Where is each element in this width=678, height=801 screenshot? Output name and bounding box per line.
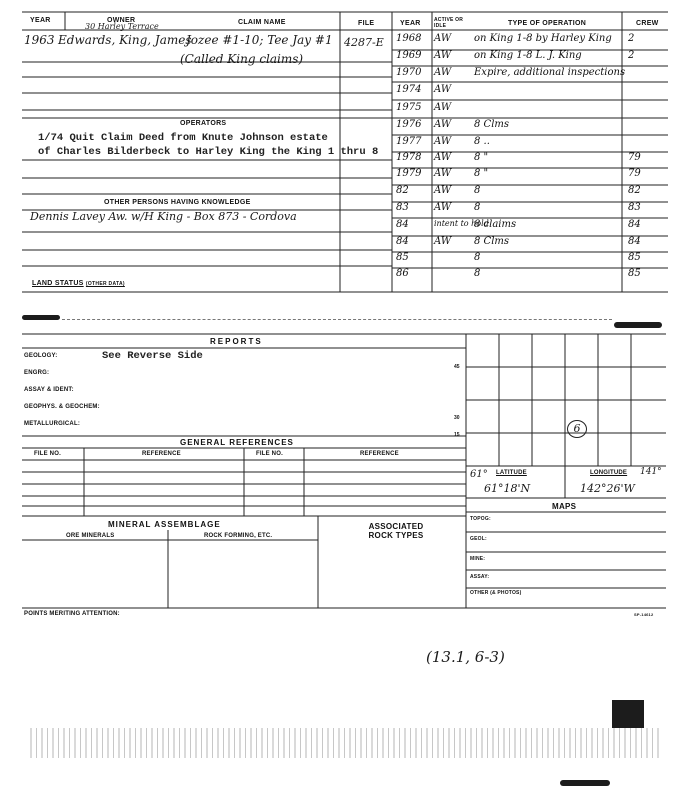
header-claim-name: CLAIM NAME [238, 19, 286, 26]
operation-text: on King 1-8 L. J. King [474, 50, 582, 61]
operation-crew: 79 [628, 152, 641, 163]
report-row-value: See Reverse Side [102, 350, 203, 362]
operators-line-1: 1/74 Quit Claim Deed from Knute Johnson estate [38, 132, 328, 144]
latitude-label: LATITUDE [496, 470, 527, 476]
longitude-suffix: 141° [640, 467, 662, 477]
entry-year: 1963 [24, 33, 55, 47]
operation-text: 8 [474, 202, 481, 213]
header-owner: OWNER [107, 17, 136, 24]
operation-year: 85 [396, 252, 409, 263]
associated-rock-types-label: ASSOCIATED ROCK TYPES [368, 522, 424, 540]
operation-year: 1968 [396, 33, 422, 44]
operation-text: 8 " [474, 168, 489, 179]
operation-status: AW [434, 185, 452, 196]
report-row-label: METALLURGICAL: [24, 421, 81, 427]
operation-status: AW [434, 102, 452, 113]
header-year: YEAR [30, 17, 51, 24]
header-type-of-operation: TYPE OF OPERATION [508, 20, 587, 27]
maps-row-label: GEOL: [470, 536, 487, 542]
rock-forming-label: ROCK FORMING, ETC. [204, 533, 273, 539]
operation-status: AW [434, 50, 452, 61]
operation-crew: 85 [628, 252, 641, 263]
operation-crew: 84 [628, 219, 641, 230]
operation-text: Expire, additional inspections [474, 67, 626, 78]
report-row-label: ENGRG: [24, 370, 50, 376]
scan-noise-band [30, 728, 660, 758]
entry-owner: Edwards, King, James [58, 33, 192, 47]
header-active-idle: ACTIVE OR IDLE [434, 17, 464, 29]
operation-text: 8 [474, 252, 481, 263]
latitude-value: 61°18'N [484, 482, 531, 495]
operation-year: 83 [396, 202, 409, 213]
operation-year: 86 [396, 268, 409, 279]
operators-line-2: of Charles Bilderbeck to Harley King the King 1 thru 8 [38, 146, 379, 158]
operation-status: AW [434, 84, 452, 95]
longitude-value: 142°26'W [580, 482, 635, 495]
operation-year: 1978 [396, 152, 422, 163]
reports-title: REPORTS [210, 337, 263, 346]
others-title: OTHER PERSONS HAVING KNOWLEDGE [104, 199, 251, 206]
land-status-title: LAND STATUS [32, 280, 84, 287]
operation-text: 8 Clms [474, 236, 510, 247]
report-row-code: 30 [454, 415, 460, 421]
maps-row-label: OTHER (& PHOTOS) [470, 590, 522, 596]
header-year-2: YEAR [400, 20, 421, 27]
operation-status: AW [434, 168, 452, 179]
operation-crew: 83 [628, 202, 641, 213]
operation-crew: 84 [628, 236, 641, 247]
operation-text: on King 1-8 by Harley King [474, 33, 612, 44]
operation-text: 8 [474, 185, 481, 196]
operation-year: 1969 [396, 50, 422, 61]
entry-address-note: 30 Harley Terrace [85, 22, 159, 31]
operation-year: 1970 [396, 67, 422, 78]
scan-smudge-bottom [560, 780, 610, 786]
maps-title: MAPS [552, 502, 577, 511]
operation-status: AW [434, 236, 452, 247]
report-row-code: 15 [454, 432, 460, 438]
operation-crew: 82 [628, 185, 641, 196]
operation-text: 8 " [474, 152, 489, 163]
operation-crew: 85 [628, 268, 641, 279]
report-row-code: 45 [454, 364, 460, 370]
corner-block-mark [612, 700, 644, 728]
entry-claim-name: Jozee #1-10; Tee Jay #1 [186, 33, 333, 47]
operation-status: AW [434, 67, 452, 78]
operation-crew: 2 [628, 50, 635, 61]
operation-year: 82 [396, 185, 409, 196]
grid-mark: 6 [567, 420, 587, 438]
refs-header-file-no-1: FILE NO. [34, 451, 61, 457]
operation-year: 84 [396, 236, 409, 247]
report-row-label: ASSAY & IDENT: [24, 387, 74, 393]
refs-header-reference-2: REFERENCE [360, 451, 399, 457]
operation-year: 84 [396, 219, 409, 230]
operation-status: AW [434, 119, 452, 130]
operation-crew: 2 [628, 33, 635, 44]
operation-year: 1976 [396, 119, 422, 130]
maps-row-label: TOPOG: [470, 516, 491, 522]
operation-status: AW [434, 33, 452, 44]
operation-crew: 79 [628, 168, 641, 179]
form-code: SP-14612 [634, 612, 654, 617]
report-row-label: GEOPHYS. & GEOCHEM: [24, 404, 100, 410]
handwritten-note: (13.1, 6-3) [426, 648, 505, 666]
operation-text: 8 claims [474, 219, 517, 230]
latitude-prefix: 61° [470, 469, 488, 480]
operation-status: AW [434, 202, 452, 213]
operation-text: 8 [474, 268, 481, 279]
operation-status: intent to hold [434, 219, 489, 228]
header-file: FILE [358, 20, 375, 27]
points-meriting-attention: POINTS MERITING ATTENTION: [24, 611, 120, 617]
operators-title: OPERATORS [180, 120, 227, 127]
mineral-assemblage-title: MINERAL ASSEMBLAGE [108, 520, 221, 529]
entry-file: 4287-E [344, 36, 384, 49]
maps-row-label: MINE: [470, 556, 486, 562]
header-crew: CREW [636, 20, 659, 27]
general-references-title: GENERAL REFERENCES [180, 438, 294, 447]
operation-year: 1977 [396, 136, 422, 147]
operation-year: 1974 [396, 84, 422, 95]
operation-status: AW [434, 136, 452, 147]
report-row-label: GEOLOGY: [24, 353, 58, 359]
refs-header-reference-1: REFERENCE [142, 451, 181, 457]
ore-minerals-label: ORE MINERALS [66, 533, 115, 539]
maps-row-label: ASSAY: [470, 574, 490, 580]
operation-text: 8 Clms [474, 119, 510, 130]
operation-status: AW [434, 152, 452, 163]
others-text: Dennis Lavey Aw. w/H King - Box 873 - Cordova [30, 210, 297, 223]
longitude-label: LONGITUDE [590, 470, 628, 476]
land-status-note: (OTHER DATA) [85, 281, 125, 287]
operation-year: 1975 [396, 102, 422, 113]
refs-header-file-no-2: FILE NO. [256, 451, 283, 457]
operation-year: 1979 [396, 168, 422, 179]
operation-text: 8 .. [474, 136, 490, 147]
entry-claim-note: (Called King claims) [180, 52, 304, 66]
